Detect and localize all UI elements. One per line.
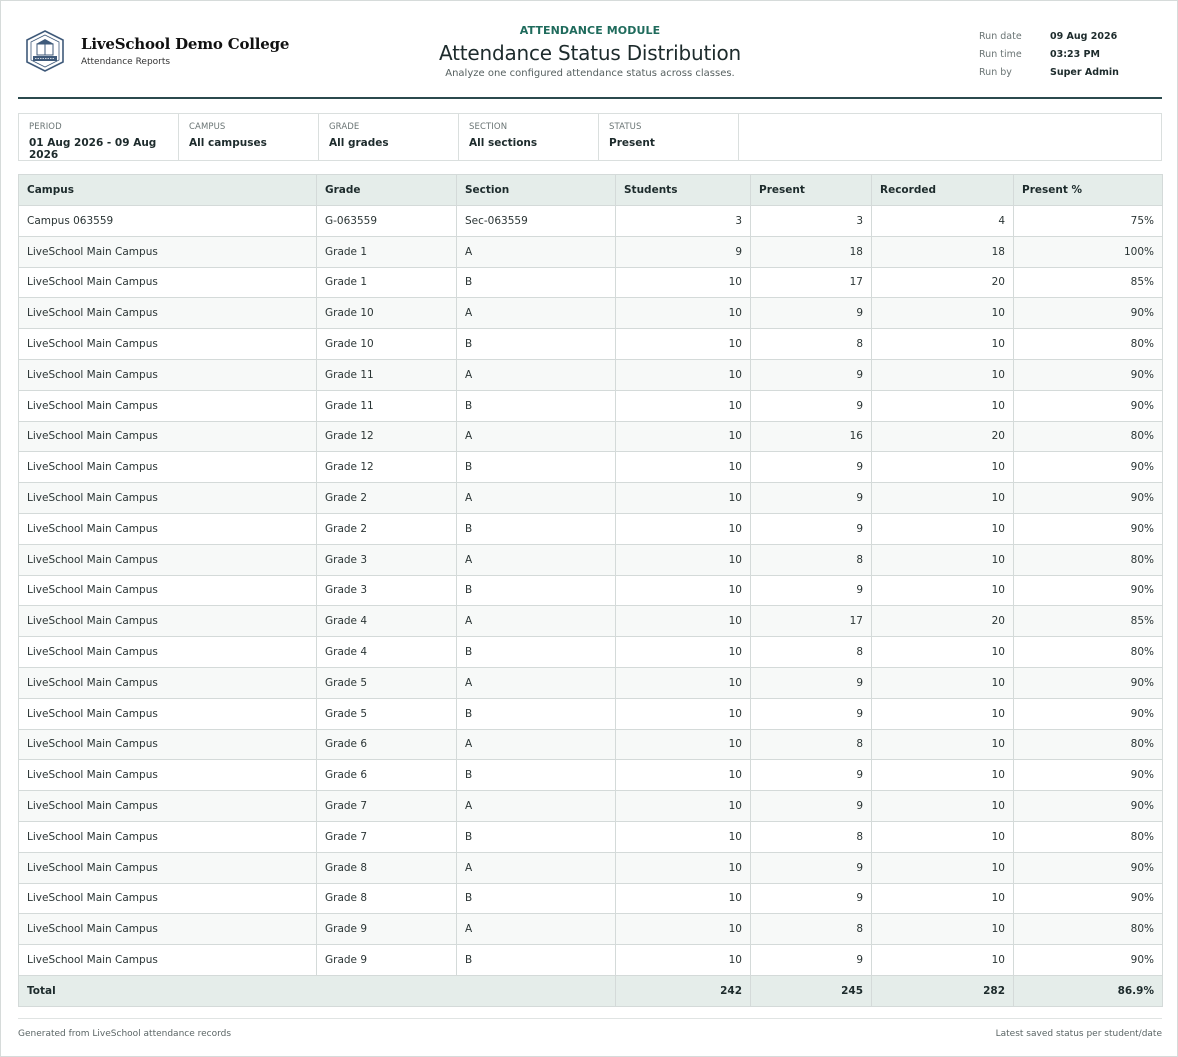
school-name: LiveSchool Demo College xyxy=(81,35,290,53)
cell-students: 10 xyxy=(616,914,751,945)
filter-summary xyxy=(18,113,1162,161)
report-footer xyxy=(18,1018,1162,1039)
cell-section: Sec-063559 xyxy=(457,206,616,237)
column-header-students: Students xyxy=(616,175,751,206)
cell-present-pct: 80% xyxy=(1014,914,1163,945)
cell-recorded: 10 xyxy=(872,760,1014,791)
total-recorded: 282 xyxy=(872,975,1014,1006)
cell-present-pct: 90% xyxy=(1014,945,1163,976)
cell-present-pct: 90% xyxy=(1014,667,1163,698)
cell-grade: Grade 2 xyxy=(317,513,457,544)
table-body xyxy=(19,206,1163,976)
cell-grade: Grade 10 xyxy=(317,329,457,360)
cell-students: 10 xyxy=(616,329,751,360)
cell-campus: LiveSchool Main Campus xyxy=(19,513,317,544)
table-row xyxy=(19,883,1163,914)
cell-campus: LiveSchool Main Campus xyxy=(19,698,317,729)
cell-section: A xyxy=(457,729,616,760)
cell-present-pct: 90% xyxy=(1014,390,1163,421)
module-label: ATTENDANCE MODULE xyxy=(519,24,661,37)
table-row xyxy=(19,359,1163,390)
cell-campus: LiveSchool Main Campus xyxy=(19,483,317,514)
cell-campus: LiveSchool Main Campus xyxy=(19,329,317,360)
cell-present: 9 xyxy=(751,452,872,483)
cell-grade: Grade 3 xyxy=(317,544,457,575)
cell-present: 9 xyxy=(751,513,872,544)
cell-recorded: 10 xyxy=(872,637,1014,668)
table-row xyxy=(19,914,1163,945)
cell-present: 9 xyxy=(751,667,872,698)
cell-section: B xyxy=(457,945,616,976)
footer-source-note: Generated from LiveSchool attendance records xyxy=(18,1029,232,1039)
filter-value: Present xyxy=(609,137,655,149)
cell-campus: LiveSchool Main Campus xyxy=(19,637,317,668)
cell-present-pct: 85% xyxy=(1014,606,1163,637)
cell-grade: Grade 5 xyxy=(317,698,457,729)
cell-campus: LiveSchool Main Campus xyxy=(19,452,317,483)
filter-period xyxy=(19,114,179,160)
total-students: 242 xyxy=(616,975,751,1006)
cell-section: B xyxy=(457,637,616,668)
table-row xyxy=(19,298,1163,329)
run-by-value: Super Admin xyxy=(1050,66,1119,78)
cell-campus: LiveSchool Main Campus xyxy=(19,945,317,976)
page-subtitle: Analyze one configured attendance status across classes. xyxy=(445,68,735,79)
cell-section: A xyxy=(457,236,616,267)
cell-grade: Grade 1 xyxy=(317,236,457,267)
cell-students: 10 xyxy=(616,452,751,483)
cell-students: 10 xyxy=(616,883,751,914)
cell-recorded: 10 xyxy=(872,452,1014,483)
run-by-label: Run by xyxy=(979,66,1012,78)
cell-campus: LiveSchool Main Campus xyxy=(19,390,317,421)
cell-section: B xyxy=(457,390,616,421)
cell-grade: Grade 1 xyxy=(317,267,457,298)
total-present-pct: 86.9% xyxy=(1014,975,1163,1006)
cell-present-pct: 90% xyxy=(1014,883,1163,914)
cell-campus: LiveSchool Main Campus xyxy=(19,791,317,822)
cell-present: 9 xyxy=(751,359,872,390)
cell-present: 9 xyxy=(751,698,872,729)
cell-grade: Grade 6 xyxy=(317,760,457,791)
filter-campus xyxy=(179,114,319,160)
cell-grade: Grade 12 xyxy=(317,421,457,452)
cell-recorded: 10 xyxy=(872,329,1014,360)
table-row xyxy=(19,945,1163,976)
cell-present-pct: 90% xyxy=(1014,760,1163,791)
cell-recorded: 10 xyxy=(872,698,1014,729)
cell-section: B xyxy=(457,760,616,791)
cell-section: B xyxy=(457,821,616,852)
cell-students: 10 xyxy=(616,544,751,575)
cell-present: 8 xyxy=(751,544,872,575)
cell-present-pct: 90% xyxy=(1014,791,1163,822)
cell-section: B xyxy=(457,452,616,483)
cell-recorded: 10 xyxy=(872,852,1014,883)
cell-recorded: 10 xyxy=(872,544,1014,575)
cell-section: B xyxy=(457,513,616,544)
cell-section: A xyxy=(457,852,616,883)
cell-campus: LiveSchool Main Campus xyxy=(19,852,317,883)
attendance-table xyxy=(18,174,1163,1007)
cell-students: 10 xyxy=(616,575,751,606)
filter-label: PERIOD xyxy=(29,122,62,132)
cell-present: 9 xyxy=(751,483,872,514)
cell-grade: Grade 5 xyxy=(317,667,457,698)
table-row xyxy=(19,637,1163,668)
cell-grade: Grade 4 xyxy=(317,637,457,668)
filter-label: STATUS xyxy=(609,122,642,132)
total-present: 245 xyxy=(751,975,872,1006)
cell-grade: Grade 11 xyxy=(317,390,457,421)
cell-section: A xyxy=(457,544,616,575)
cell-recorded: 10 xyxy=(872,729,1014,760)
column-header-present-pct: Present % xyxy=(1014,175,1163,206)
cell-present-pct: 80% xyxy=(1014,637,1163,668)
cell-campus: LiveSchool Main Campus xyxy=(19,236,317,267)
table-row xyxy=(19,760,1163,791)
cell-present: 9 xyxy=(751,883,872,914)
brand xyxy=(24,29,289,73)
run-time-label: Run time xyxy=(979,48,1022,60)
cell-present: 18 xyxy=(751,236,872,267)
table-row xyxy=(19,821,1163,852)
cell-students: 9 xyxy=(616,236,751,267)
cell-present: 9 xyxy=(751,760,872,791)
table-row xyxy=(19,452,1163,483)
table-row xyxy=(19,267,1163,298)
cell-students: 10 xyxy=(616,483,751,514)
cell-present-pct: 100% xyxy=(1014,236,1163,267)
table-row xyxy=(19,390,1163,421)
cell-campus: LiveSchool Main Campus xyxy=(19,267,317,298)
filter-value: All grades xyxy=(329,137,389,149)
cell-present-pct: 90% xyxy=(1014,298,1163,329)
column-header-present: Present xyxy=(751,175,872,206)
cell-present: 3 xyxy=(751,206,872,237)
cell-campus: LiveSchool Main Campus xyxy=(19,914,317,945)
cell-present: 8 xyxy=(751,637,872,668)
table-row xyxy=(19,667,1163,698)
cell-present-pct: 90% xyxy=(1014,452,1163,483)
cell-present: 9 xyxy=(751,791,872,822)
cell-present-pct: 90% xyxy=(1014,575,1163,606)
cell-section: A xyxy=(457,359,616,390)
cell-students: 10 xyxy=(616,791,751,822)
cell-recorded: 18 xyxy=(872,236,1014,267)
cell-present: 17 xyxy=(751,267,872,298)
total-label: Total xyxy=(19,975,616,1006)
table-row xyxy=(19,329,1163,360)
cell-recorded: 20 xyxy=(872,606,1014,637)
cell-present-pct: 80% xyxy=(1014,421,1163,452)
cell-recorded: 20 xyxy=(872,421,1014,452)
cell-present: 9 xyxy=(751,298,872,329)
filter-label: GRADE xyxy=(329,122,360,132)
filter-label: CAMPUS xyxy=(189,122,226,132)
cell-recorded: 10 xyxy=(872,791,1014,822)
cell-campus: LiveSchool Main Campus xyxy=(19,883,317,914)
cell-recorded: 10 xyxy=(872,821,1014,852)
run-info xyxy=(979,27,1119,81)
filter-value: All campuses xyxy=(189,137,267,149)
cell-present: 8 xyxy=(751,729,872,760)
cell-present-pct: 80% xyxy=(1014,329,1163,360)
total-row xyxy=(19,975,1163,1006)
cell-recorded: 4 xyxy=(872,206,1014,237)
table-row xyxy=(19,791,1163,822)
cell-section: A xyxy=(457,298,616,329)
cell-present: 9 xyxy=(751,390,872,421)
run-date-label: Run date xyxy=(979,30,1022,42)
cell-section: A xyxy=(457,606,616,637)
cell-grade: Grade 4 xyxy=(317,606,457,637)
run-time-value: 03:23 PM xyxy=(1050,48,1100,60)
cell-students: 10 xyxy=(616,359,751,390)
cell-section: B xyxy=(457,883,616,914)
cell-section: B xyxy=(457,329,616,360)
cell-students: 10 xyxy=(616,945,751,976)
cell-present-pct: 90% xyxy=(1014,483,1163,514)
cell-recorded: 10 xyxy=(872,914,1014,945)
table-row xyxy=(19,236,1163,267)
cell-students: 10 xyxy=(616,637,751,668)
cell-present: 16 xyxy=(751,421,872,452)
filter-grade xyxy=(319,114,459,160)
cell-present-pct: 75% xyxy=(1014,206,1163,237)
report-header xyxy=(18,19,1162,99)
footer-status-note: Latest saved status per student/date xyxy=(995,1029,1162,1039)
cell-recorded: 10 xyxy=(872,513,1014,544)
column-header-recorded: Recorded xyxy=(872,175,1014,206)
cell-recorded: 10 xyxy=(872,945,1014,976)
cell-grade: Grade 12 xyxy=(317,452,457,483)
table-row xyxy=(19,483,1163,514)
cell-recorded: 10 xyxy=(872,298,1014,329)
cell-present-pct: 80% xyxy=(1014,821,1163,852)
cell-present-pct: 90% xyxy=(1014,359,1163,390)
school-crest-icon xyxy=(24,29,66,73)
table-header-row xyxy=(19,175,1163,206)
cell-present-pct: 90% xyxy=(1014,513,1163,544)
column-header-section: Section xyxy=(457,175,616,206)
cell-students: 10 xyxy=(616,390,751,421)
cell-present: 17 xyxy=(751,606,872,637)
cell-present-pct: 80% xyxy=(1014,544,1163,575)
cell-present: 8 xyxy=(751,914,872,945)
cell-recorded: 10 xyxy=(872,575,1014,606)
cell-campus: LiveSchool Main Campus xyxy=(19,667,317,698)
cell-students: 10 xyxy=(616,421,751,452)
cell-students: 3 xyxy=(616,206,751,237)
cell-campus: LiveSchool Main Campus xyxy=(19,821,317,852)
cell-recorded: 10 xyxy=(872,359,1014,390)
cell-students: 10 xyxy=(616,729,751,760)
cell-present: 8 xyxy=(751,821,872,852)
cell-present-pct: 90% xyxy=(1014,852,1163,883)
cell-recorded: 10 xyxy=(872,667,1014,698)
cell-grade: Grade 7 xyxy=(317,821,457,852)
cell-students: 10 xyxy=(616,760,751,791)
table-row xyxy=(19,698,1163,729)
filter-status xyxy=(599,114,739,160)
cell-present-pct: 90% xyxy=(1014,698,1163,729)
cell-grade: Grade 8 xyxy=(317,883,457,914)
cell-present-pct: 80% xyxy=(1014,729,1163,760)
cell-section: B xyxy=(457,698,616,729)
cell-present: 8 xyxy=(751,329,872,360)
cell-students: 10 xyxy=(616,298,751,329)
cell-students: 10 xyxy=(616,513,751,544)
cell-grade: Grade 9 xyxy=(317,914,457,945)
cell-recorded: 10 xyxy=(872,390,1014,421)
filter-value: 01 Aug 2026 - 09 Aug 2026 xyxy=(29,137,157,161)
cell-campus: LiveSchool Main Campus xyxy=(19,421,317,452)
cell-grade: Grade 9 xyxy=(317,945,457,976)
cell-campus: LiveSchool Main Campus xyxy=(19,298,317,329)
table-row xyxy=(19,852,1163,883)
table-row xyxy=(19,206,1163,237)
cell-recorded: 10 xyxy=(872,483,1014,514)
cell-grade: Grade 7 xyxy=(317,791,457,822)
filter-label: SECTION xyxy=(469,122,508,132)
cell-grade: G-063559 xyxy=(317,206,457,237)
cell-students: 10 xyxy=(616,821,751,852)
cell-recorded: 20 xyxy=(872,267,1014,298)
cell-grade: Grade 2 xyxy=(317,483,457,514)
cell-grade: Grade 11 xyxy=(317,359,457,390)
brand-subtitle: Attendance Reports xyxy=(81,57,171,67)
cell-students: 10 xyxy=(616,667,751,698)
cell-students: 10 xyxy=(616,606,751,637)
cell-section: B xyxy=(457,575,616,606)
run-date-value: 09 Aug 2026 xyxy=(1050,30,1118,42)
table-row xyxy=(19,421,1163,452)
cell-section: A xyxy=(457,791,616,822)
column-header-grade: Grade xyxy=(317,175,457,206)
cell-students: 10 xyxy=(616,698,751,729)
table-row xyxy=(19,729,1163,760)
cell-present: 9 xyxy=(751,575,872,606)
cell-section: B xyxy=(457,267,616,298)
cell-campus: LiveSchool Main Campus xyxy=(19,729,317,760)
cell-grade: Grade 8 xyxy=(317,852,457,883)
cell-recorded: 10 xyxy=(872,883,1014,914)
table-row xyxy=(19,544,1163,575)
cell-present: 9 xyxy=(751,945,872,976)
filter-section xyxy=(459,114,599,160)
cell-campus: Campus 063559 xyxy=(19,206,317,237)
cell-section: A xyxy=(457,667,616,698)
cell-campus: LiveSchool Main Campus xyxy=(19,575,317,606)
filter-value: All sections xyxy=(469,137,538,149)
column-header-campus: Campus xyxy=(19,175,317,206)
cell-grade: Grade 3 xyxy=(317,575,457,606)
cell-section: A xyxy=(457,483,616,514)
title-block xyxy=(368,24,812,79)
table-row xyxy=(19,606,1163,637)
cell-campus: LiveSchool Main Campus xyxy=(19,544,317,575)
cell-grade: Grade 6 xyxy=(317,729,457,760)
cell-grade: Grade 10 xyxy=(317,298,457,329)
cell-campus: LiveSchool Main Campus xyxy=(19,760,317,791)
cell-section: A xyxy=(457,421,616,452)
cell-present-pct: 85% xyxy=(1014,267,1163,298)
table-row xyxy=(19,575,1163,606)
page-title: Attendance Status Distribution xyxy=(438,41,742,65)
cell-campus: LiveSchool Main Campus xyxy=(19,359,317,390)
cell-present: 9 xyxy=(751,852,872,883)
cell-section: A xyxy=(457,914,616,945)
cell-students: 10 xyxy=(616,852,751,883)
cell-students: 10 xyxy=(616,267,751,298)
cell-campus: LiveSchool Main Campus xyxy=(19,606,317,637)
table-row xyxy=(19,513,1163,544)
